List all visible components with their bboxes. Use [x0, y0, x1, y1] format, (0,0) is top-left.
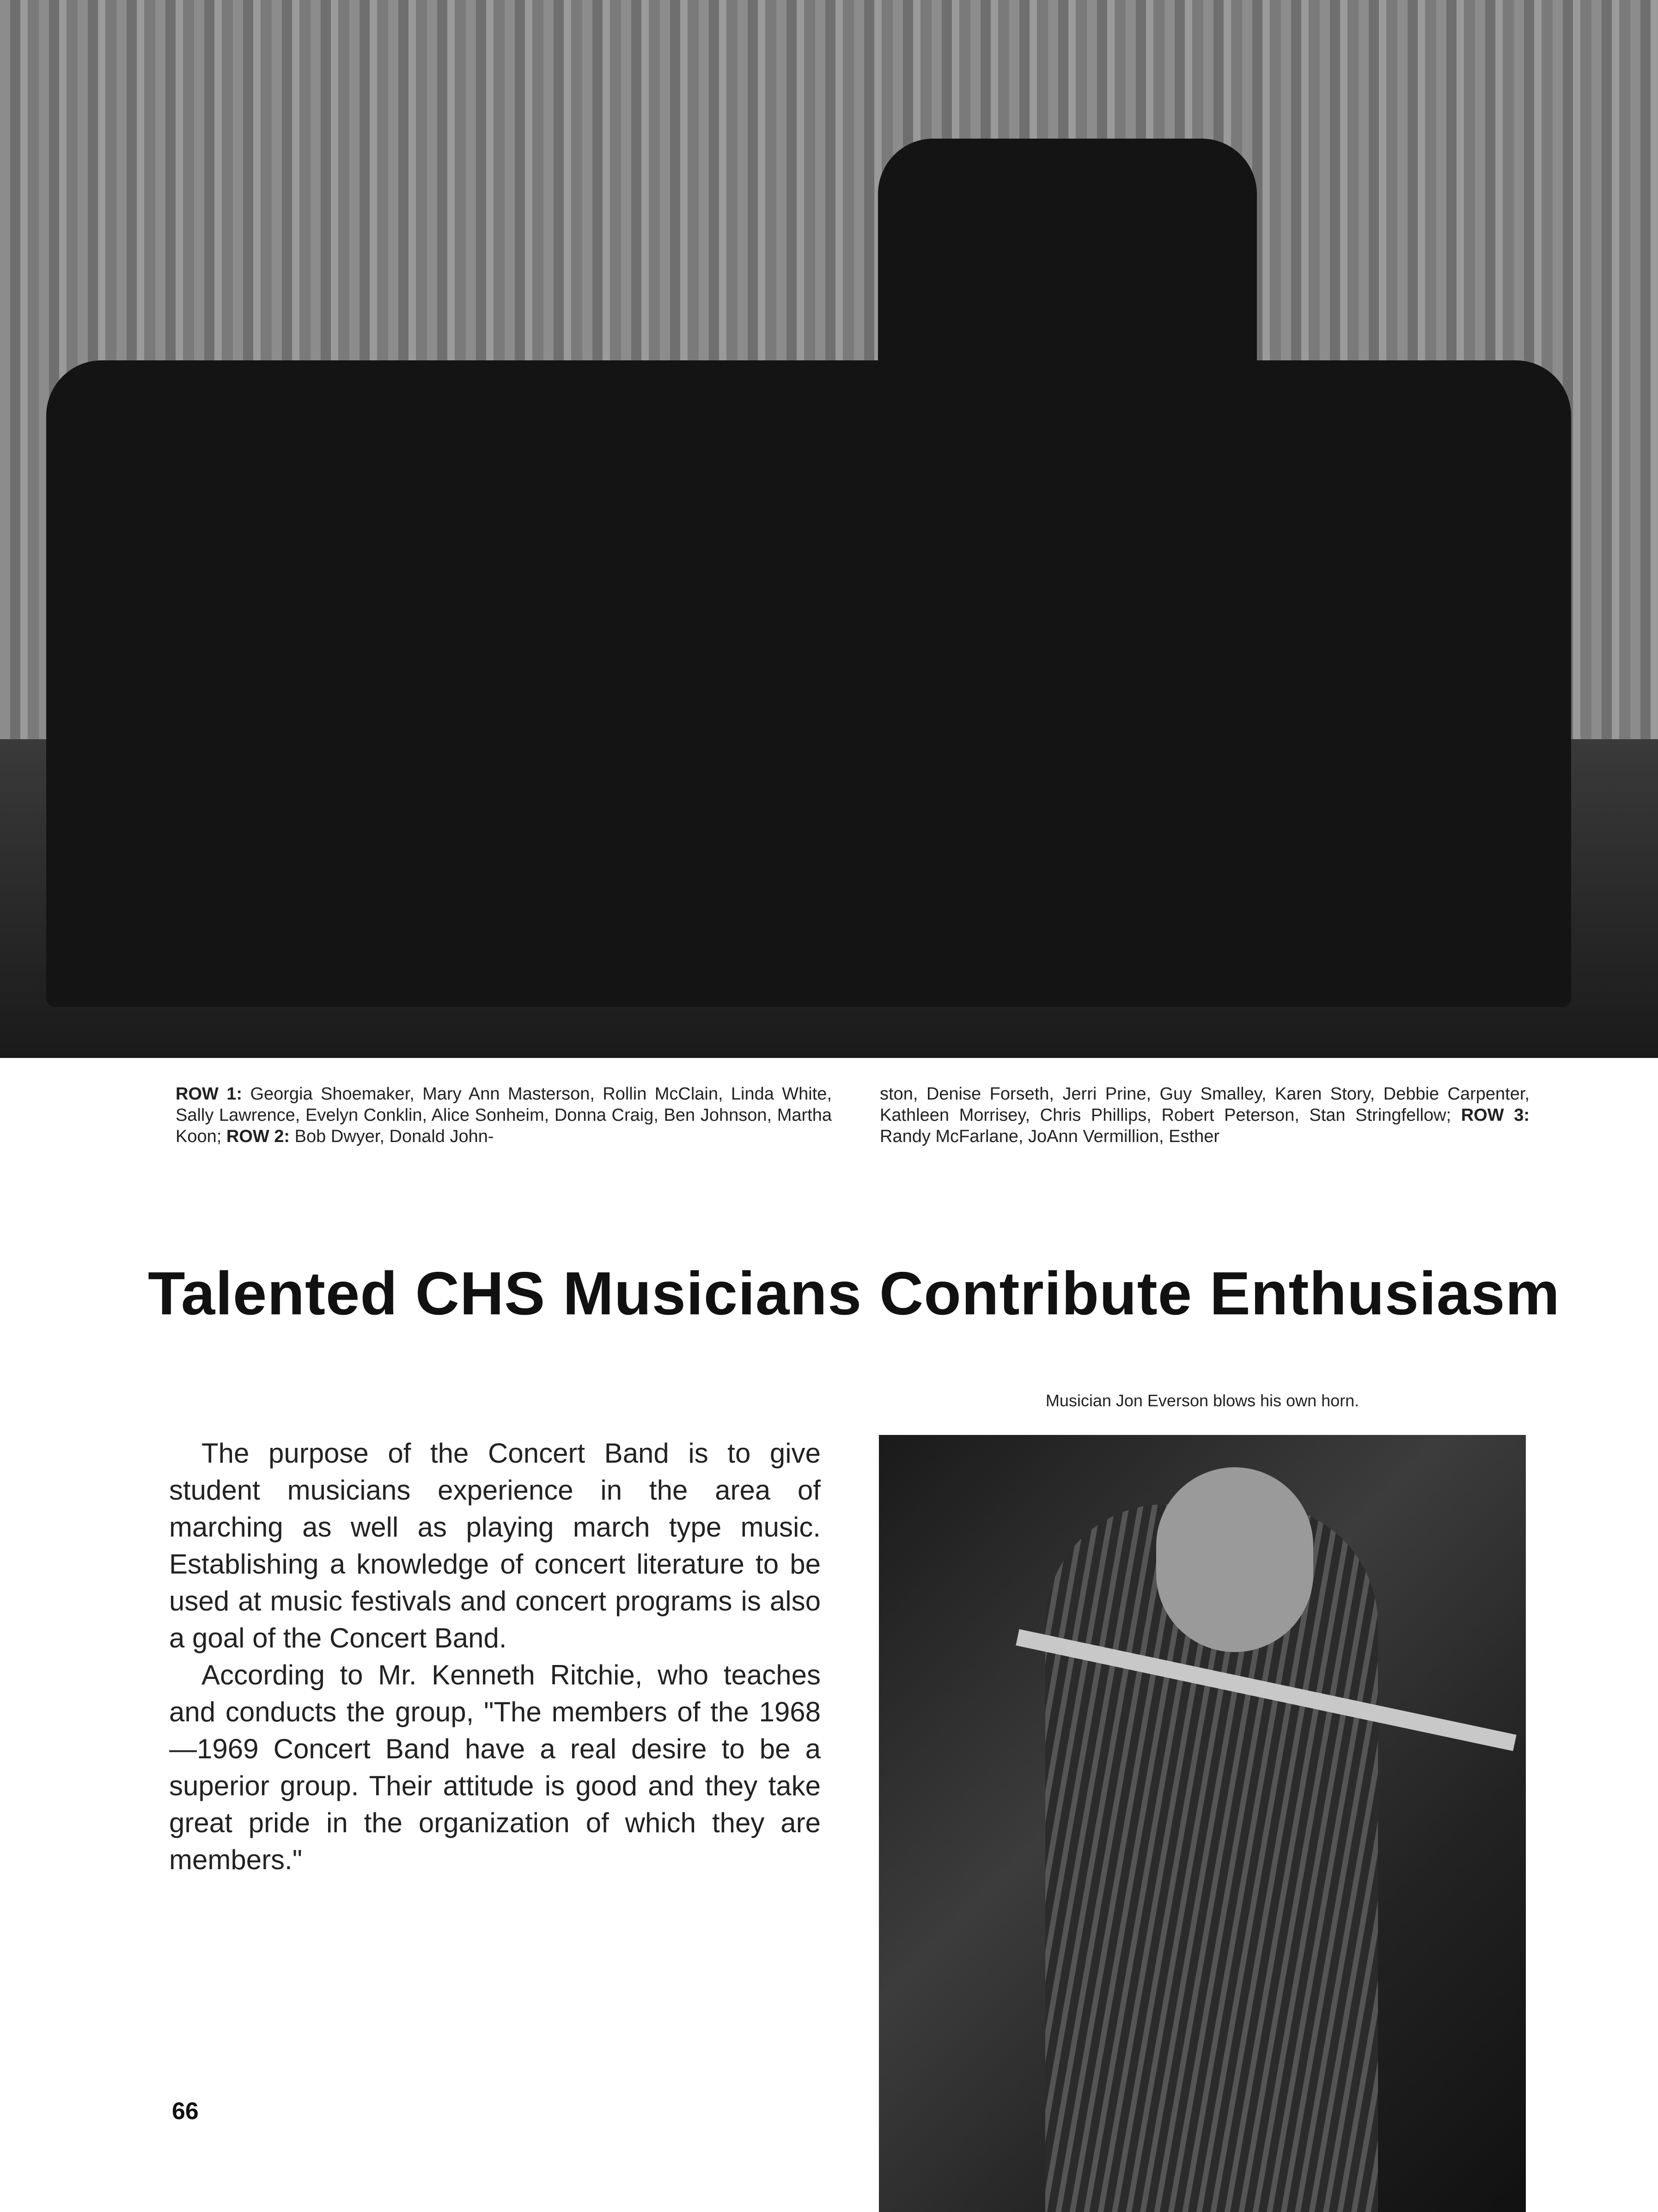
- band-members-silhouette: [46, 360, 1571, 1007]
- page-headline: Talented CHS Musicians Contribute Enthusiasm: [148, 1259, 1560, 1327]
- row1-names: Georgia Shoemaker, Mary Ann Masterson, Rollin McClain, Linda White, Sally Lawrence, Evelyn Conklin, Alice Sonheim, Donna Craig, Ben Johnson, Martha Koon;: [176, 1084, 832, 1146]
- trombone-player-photo: [879, 1435, 1526, 2212]
- body-paragraph-2: According to Mr. Kenneth Ritchie, who teaches and conducts the group, "The members of the 1968—1969 Concert Band have a real desire to be a superior group. Their attitude is good and they take great pride in the organization of which they are members.": [169, 1659, 821, 1875]
- row2-names-start: Bob Dwyer, Donald John-: [290, 1127, 494, 1146]
- row3-names: Randy McFarlane, JoAnn Vermillion, Esther: [880, 1127, 1219, 1146]
- inset-photo-caption: Musician Jon Everson blows his own horn.: [1045, 1391, 1359, 1410]
- back-row-silhouette: [878, 139, 1257, 397]
- group-photo-caption-right: [880, 1083, 1530, 1147]
- concert-band-group-photo: [0, 0, 1658, 1058]
- row1-label: ROW 1:: [176, 1084, 243, 1104]
- row2-label: ROW 2:: [226, 1127, 290, 1146]
- row3-label: ROW 3:: [1461, 1106, 1530, 1125]
- group-photo-caption-left: [176, 1083, 832, 1147]
- row2-names-cont: ston, Denise Forseth, Jerri Prine, Guy Smalley, Karen Story, Debbie Carpenter, Kathleen Morrisey, Chris Phillips, Robert Peterson, Stan Stringfellow;: [880, 1084, 1530, 1125]
- body-paragraph-1: The purpose of the Concert Band is to give student musicians experience in the area of marching as well as playing march type music. Establishing a knowledge of concert literature to be used at music festivals and concert programs is also a goal of the Concert Band.: [169, 1438, 821, 1653]
- article-body: [169, 1435, 821, 1878]
- musician-head: [1156, 1467, 1313, 1652]
- page-number: 66: [172, 2098, 199, 2125]
